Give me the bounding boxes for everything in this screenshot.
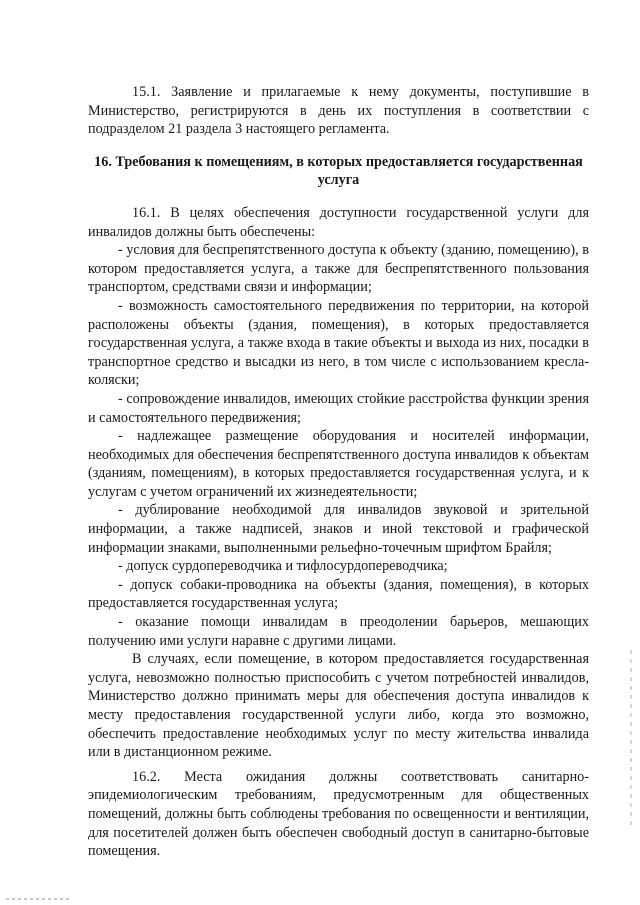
scan-margin-mark [630,650,632,830]
list-item: - допуск собаки-проводника на объекты (здания, помещения), в которых предоставляется государственная услуга; [88,576,589,612]
paragraph-16-2: 16.2. Места ожидания должны соответствовать санитарно-эпидемиологическим требованиям, предусмотренным для общественных помещений, должны быть соблюдены требования по освещенности и вентиляции, для посетителей должен быть обеспечен свободный доступ в санитарно-бытовые помещения. [88,768,589,860]
list-item: - допуск сурдопереводчика и тифлосурдопереводчика; [118,558,448,575]
list-item: - оказание помощи инвалидам в преодолении барьеров, мешающих получению ими услуги наравне с другими лицами. [88,614,589,649]
paragraph-cases: В случаях, если помещение, в котором предоставляется государственная услуга, невозможно полностью приспособить с учетом потребностей инвалидов, Министерство должно принимать меры для обеспечения доступа инвалидов к месту предоставления государственной услуги либо, когда это возможно, обеспечить предоставление необходимых услуг по месту жительства инвалида или в дистанционном режиме. [88,651,589,761]
list-item: - условия для беспрепятственного доступа к объекту (зданию, помещению), в котором предоставляется услуга, а также для беспрепятственного пользования транспортом, средствами связи и информации; [88,242,589,296]
list-item: - надлежащее размещение оборудования и носителей информации, необходимых для обеспечения беспрепятственного доступа инвалидов к объектам (зданиям, помещениям), в которых предоставляется государственная услуга, и к услугам с учетом ограничений их жизнедеятельности; [88,428,589,500]
list-item: - возможность самостоятельного передвижения по территории, на которой расположены объекты (здания, помещения), в которых предоставляется государственная услуга, а также входа в такие объекты и выхода из них, посадки в транспортное средство и высадки из него, в том числе с использованием кресла-коляски; [88,297,589,389]
document-page [88,83,589,861]
list-item: - сопровождение инвалидов, имеющих стойкие расстройства функции зрения и самостоятельного передвижения; [88,390,589,426]
paragraph-15-1: 15.1. Заявление и прилагаемые к нему документы, поступившие в Министерство, регистрируются в день их поступления в соответствии с подразделом 21 раздела 3 настоящего регламента. [88,84,589,138]
list-item: - дублирование необходимой для инвалидов звуковой и зрительной информации, а также надписей, знаков и иной текстовой и графической информации знаками, выполненными рельефно-точечным шрифтом Брайля; [88,502,589,556]
section-heading-16: 16. Требования к помещениям, в которых предоставляется государственная услуга [94,153,583,189]
paragraph-16-1: 16.1. В целях обеспечения доступности государственной услуги для инвалидов должны быть обеспечены: [88,204,589,240]
scan-footer-mark [6,898,70,900]
